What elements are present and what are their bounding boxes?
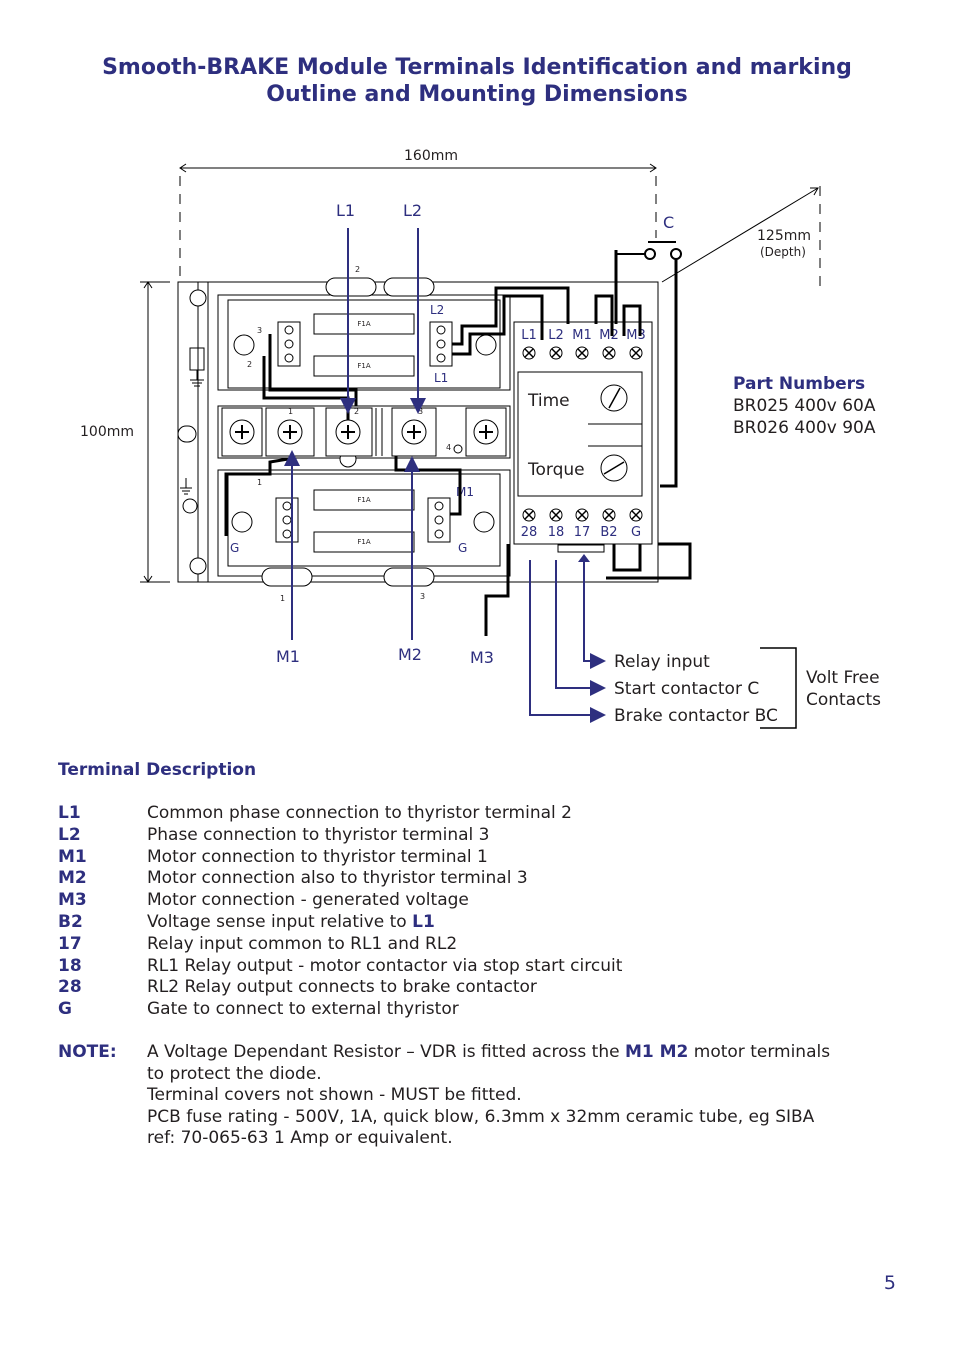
- pcb-label-g: G: [230, 541, 240, 555]
- terminal-desc-highlight: L1: [412, 912, 435, 932]
- terminal-desc: [147, 934, 457, 955]
- terminal-desc: [147, 890, 469, 911]
- terminal-screw-icon: [523, 347, 535, 359]
- pcb-number: 3: [257, 326, 263, 335]
- note-line1-pre: A Voltage Dependant Resistor – VDR is fitted across the: [147, 1042, 620, 1062]
- page-title-line2: Outline and Mounting Dimensions: [266, 82, 688, 107]
- module-terminal-label: G: [630, 525, 642, 540]
- pcb-label-l1: L1: [434, 371, 449, 385]
- pcb-label-g: G: [458, 541, 468, 555]
- note-label: NOTE:: [58, 1042, 117, 1062]
- fuse-label: F1A: [357, 496, 371, 504]
- note-line5: ref: 70-065-63 1 Amp or equivalent.: [147, 1128, 453, 1148]
- terminal-screw-icon: [523, 509, 535, 521]
- wiring-diagram: [0, 130, 954, 740]
- bottom-label-m3: M3: [470, 648, 494, 667]
- terminal-desc-text: Voltage sense input relative to: [147, 912, 407, 932]
- module-terminal-label: L1: [521, 328, 537, 343]
- note-line1-highlight: M1 M2: [624, 1042, 689, 1062]
- pcb-number: 1: [257, 478, 263, 487]
- terminal-screw-icon: [550, 509, 562, 521]
- pcb-label-m1: M1: [456, 485, 474, 499]
- pcb-number: 3: [418, 407, 424, 416]
- terminal-desc-text: Gate to connect to external thyristor: [147, 999, 459, 1020]
- module-terminal-label: M3: [626, 328, 646, 343]
- terminal-screw-icon: [550, 347, 562, 359]
- pcb-number: 2: [354, 407, 360, 416]
- top-label-l1: L1: [336, 201, 356, 220]
- terminal-desc-text: Motor connection also to thyristor terminal 3: [147, 868, 528, 889]
- terminal-desc-text: RL2 Relay output connects to brake contactor: [147, 977, 537, 998]
- terminal-code: M3: [58, 890, 87, 911]
- volt-free-label: Contacts: [806, 690, 881, 710]
- part-numbers-title: Part Numbers: [733, 374, 866, 394]
- module-terminal-label: B2: [600, 525, 618, 540]
- terminal-desc-text: Motor connection - generated voltage: [147, 890, 469, 911]
- top-label-l2: L2: [403, 201, 423, 220]
- terminal-code: 17: [58, 933, 82, 954]
- terminal-desc-text: Relay input common to RL1 and RL2: [147, 933, 458, 954]
- terminal-code: G: [58, 999, 72, 1020]
- terminal-desc-text: RL1 Relay output - motor contactor via stop start circuit: [147, 955, 623, 976]
- terminal-desc-text: Common phase connection to thyristor terminal 2: [147, 803, 572, 823]
- volt-free-label: Volt Free: [806, 668, 880, 688]
- fuse-label: F1A: [357, 320, 371, 328]
- terminal-desc-text: Phase connection to thyristor terminal 3: [147, 824, 490, 845]
- terminal-code: M1: [58, 846, 87, 867]
- module-terminal-label: L2: [548, 328, 564, 343]
- pcb-number: 1: [288, 407, 294, 416]
- terminal-desc: [147, 912, 435, 933]
- pcb-number: 3: [420, 592, 426, 601]
- terminal-desc: [147, 868, 528, 889]
- terminal-screw-icon: [576, 347, 588, 359]
- note-text: [147, 1042, 897, 1150]
- terminal-desc: [147, 803, 572, 824]
- width-dim-label: 160mm: [404, 148, 458, 164]
- part-number-2: BR026 400v 90A: [733, 418, 876, 438]
- pcb-number: 2: [355, 265, 361, 274]
- start-contactor-label: Start contactor C: [614, 679, 760, 699]
- module-terminal-label: M2: [599, 328, 619, 343]
- module-torque-label: Torque: [528, 460, 585, 480]
- note-line2: to protect the diode.: [147, 1063, 322, 1084]
- terminal-screw-icon: [630, 347, 642, 359]
- terminal-code: 18: [58, 955, 82, 976]
- depth-dim-note: (Depth): [760, 245, 806, 259]
- terminal-desc: [147, 825, 489, 846]
- module-time-label: Time: [528, 391, 570, 411]
- terminal-code: B2: [58, 912, 83, 932]
- height-dim-label: 100mm: [80, 424, 134, 440]
- terminal-desc: [147, 847, 488, 868]
- contactor-c: [616, 242, 681, 259]
- pcb-number: 2: [247, 360, 253, 369]
- bottom-label-m2: M2: [398, 645, 422, 664]
- terminal-desc: [147, 999, 459, 1020]
- pcb-label-l2: L2: [430, 303, 445, 317]
- fuse-label: F1A: [357, 538, 371, 546]
- terminal-desc: [147, 956, 622, 977]
- terminal-code: M2: [58, 868, 87, 889]
- terminal-code: L2: [58, 824, 81, 845]
- module-terminal-label: M1: [572, 328, 592, 343]
- note-line4: PCB fuse rating - 500V, 1A, quick blow, 6.3mm x 32mm ceramic tube, eg SIBA: [147, 1106, 815, 1127]
- module-terminal-label: 17: [573, 525, 591, 540]
- pcb-number: 4: [446, 443, 452, 452]
- terminal-screw-icon: [576, 509, 588, 521]
- module-terminal-label: 18: [547, 525, 565, 540]
- terminal-screw-icon: [630, 509, 642, 521]
- part-number-1: BR025 400v 60A: [733, 396, 876, 416]
- top-label-c: C: [663, 213, 675, 232]
- relay-input-label: Relay input: [614, 652, 710, 672]
- terminal-screw-icon: [603, 347, 615, 359]
- terminal-code: L1: [58, 803, 81, 823]
- height-dimension: [140, 282, 170, 582]
- note-line1-post: motor terminals: [693, 1042, 831, 1062]
- brake-contactor-label: Brake contactor BC: [614, 706, 778, 726]
- page-number: 5: [883, 1272, 896, 1294]
- bottom-label-m1: M1: [276, 647, 300, 666]
- page-title-line1: Smooth-BRAKE Module Terminals Identification and marking: [102, 55, 852, 80]
- module-terminal-label: 28: [520, 525, 538, 540]
- terminal-desc: [147, 977, 537, 998]
- terminal-screw-icon: [603, 509, 615, 521]
- note-line3: Terminal covers not shown - MUST be fitted.: [147, 1085, 522, 1105]
- terminal-desc-text: Motor connection to thyristor terminal 1: [147, 846, 488, 867]
- fuse-label: F1A: [357, 362, 371, 370]
- depth-dim-label: 125mm: [757, 228, 811, 244]
- pcb-number: 1: [280, 594, 286, 603]
- terminal-code: 28: [58, 977, 82, 998]
- terminal-description-title: Terminal Description: [58, 760, 257, 780]
